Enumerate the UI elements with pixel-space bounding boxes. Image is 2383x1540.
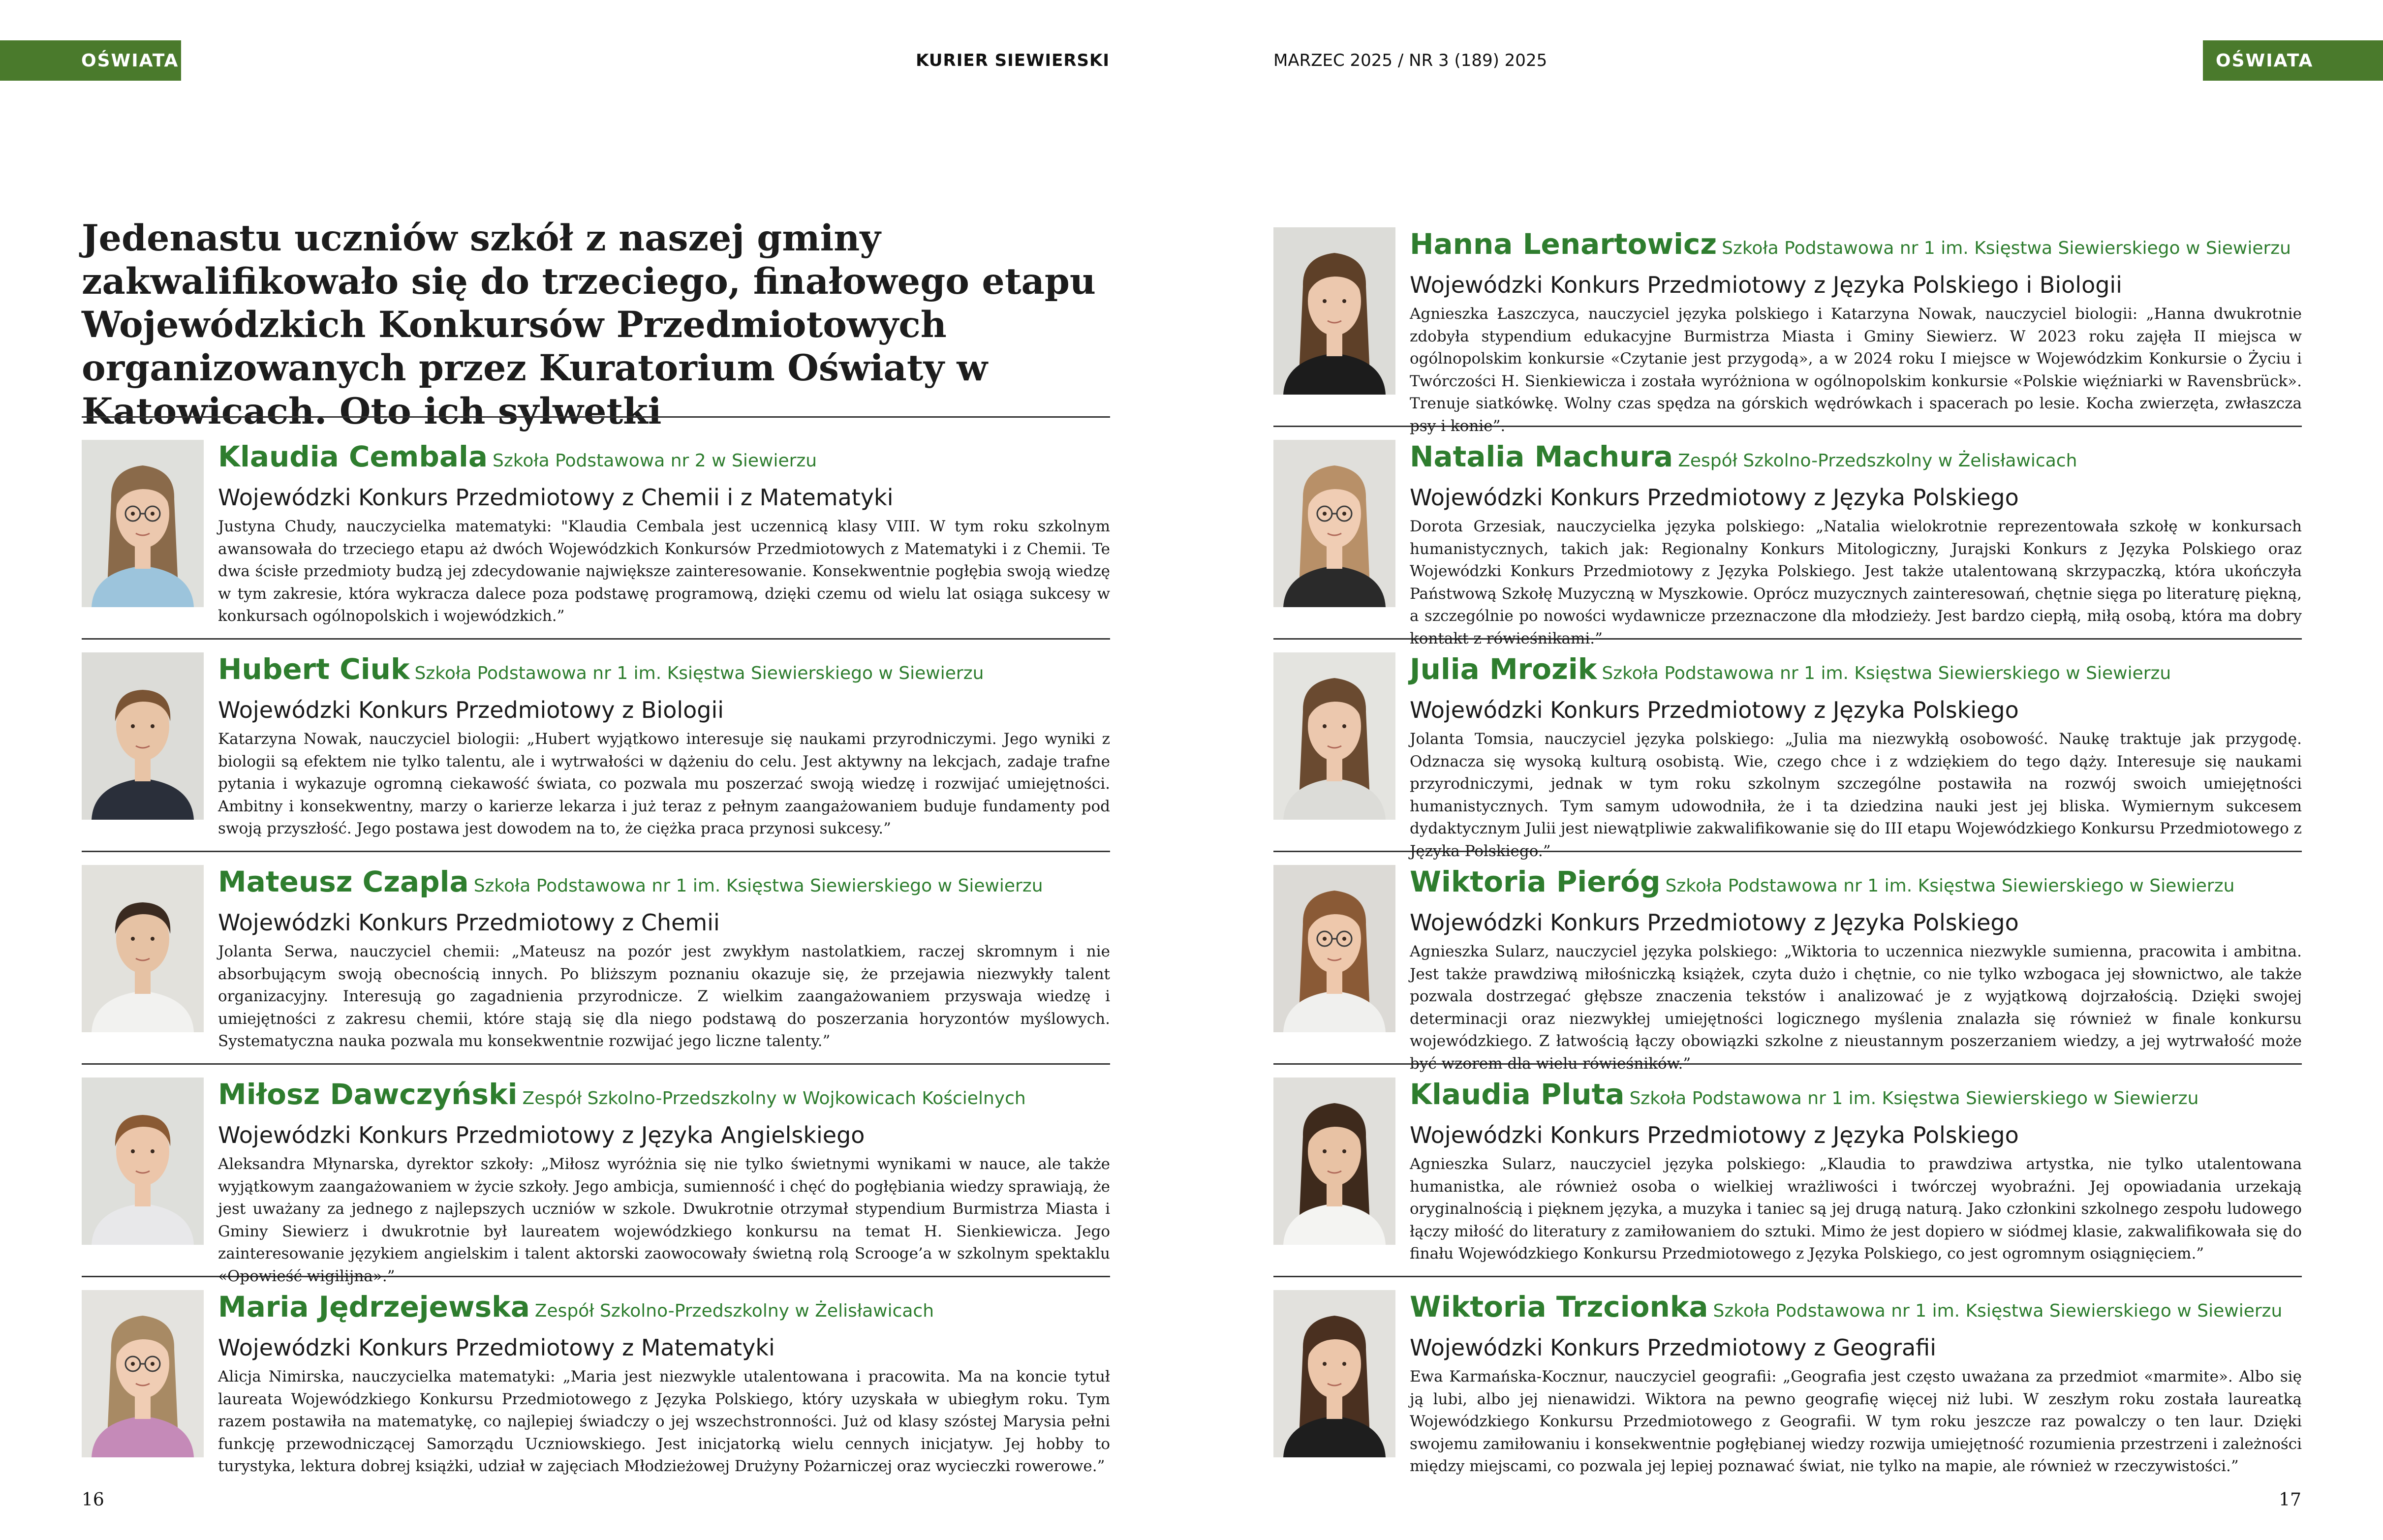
teacher-quote: Jolanta Serwa, nauczyciel chemii: „Mateusz na pozór jest zwykłym nastolatkiem, raczej skromnym i nie absorbującym swoją obecnością innych. Po bliższym poznaniu okazuje się, że przejawia niezwykły talent organizacyjny. Interesują go zagadnienia przyrodnicze. Z wielkim zaangażowaniem przyswaja wiedzę i umiejętności z zakresu chemii, które stają się dla niego podstawą do poszerzania horyzontów myślowych. Systematyczna nauka pozwala mu konsekwentnie rozwijać jego liczne talenty.” bbox=[218, 943, 1110, 1050]
profile-text bbox=[1410, 1076, 2302, 1265]
school-name: Zespół Szkolno-Przedszkolny w Żelisławicach bbox=[1678, 451, 2077, 471]
contest-title: Wojewódzki Konkurs Przedmiotowy z Języka Polskiego bbox=[1410, 484, 2019, 511]
teacher-quote: Aleksandra Młynarska, dyrektor szkoły: „Miłosz wyróżnia się nie tylko świetnymi wynikami w nauce, ale także wyjątkowym zaangażowaniem w życie szkoły. Jego ambicja, sumienność i chęć do pogłębiania wiedzy sprawiają, że jest uważany za jednego z najlepszych uczniów w szkole. Dwukrotnie otrzymał stypendium Burmistrza Miasta i Gminy Siewierz i dwukrotnie był laureatem wojewódzkiego konkursu na temat H. Sienkiewicza. Jego zainteresowanie językiem angielskim i talent aktorski zaowocowały świetną rolą Scrooge’a w szkolnym spektaklu «Opowieść wigilijna».” bbox=[218, 1155, 1110, 1285]
name-line bbox=[218, 650, 1110, 696]
portrait-illustration bbox=[1273, 440, 1395, 607]
name-line bbox=[1410, 225, 2302, 271]
portrait-illustration bbox=[1273, 865, 1395, 1032]
student-name: Natalia Machura bbox=[1410, 440, 1673, 473]
student-name: Mateusz Czapla bbox=[218, 865, 469, 898]
section-tag: OŚWIATA bbox=[0, 40, 181, 81]
student-profile bbox=[82, 427, 1110, 640]
teacher-quote: Ewa Karmańska-Kocznur, nauczyciel geografii: „Geografia jest często uważana za przedmiot «marmite». Albo się ją lubi, albo jej nienawidzi. Wiktora na pewno geografię więcej niż lubi. W zeszłym roku została laureatką Wojewódzkiego Konkursu Przedmiotowego z Geografii. W tym roku jeszcze raz powalczy o ten laur. Dzięki swojemu zamiłowaniu i konsekwentnie pogłębianej wiedzy rozwija umiejętność rozumienia przestrzeni i zależności między miejscami, co pozwala jej lepiej poznawać świat, nie tylko na mapie, ale również w rzeczywistości.” bbox=[1410, 1368, 2302, 1475]
student-profile bbox=[1273, 427, 2302, 647]
teacher-quote: Agnieszka Sularz, nauczyciel języka polskiego: „Wiktoria to uczennica niezwykle sumienna, pracowita i ambitna. Jest także prawdziwą miłośniczką książek, czyta dużo i chętnie, co nie tylko wzbogaca jej słownictwo, ale także pozwala dostrzegać głębsze znaczenia tekstów i analizować je z wyjątkową dojrzałością. Dzięki swojej determinacji oraz niezwykłej umiejętności logicznego myślenia znalazła się również w finale konkursu wojewódzkiego. Z łatwością łączy obowiązki szkolne z nieustannym poszerzaniem wiedzy, a jej wytrwałość może być wzorem dla wielu rówieśników.” bbox=[1410, 943, 2302, 1073]
student-profile bbox=[82, 1277, 1110, 1490]
school-name: Szkoła Podstawowa nr 1 im. Księstwa Siewierskiego w Siewierzu bbox=[1629, 1088, 2199, 1109]
portrait-illustration bbox=[1273, 652, 1395, 820]
student-name: Miłosz Dawczyński bbox=[218, 1078, 518, 1111]
student-name: Wiktoria Trzcionka bbox=[1410, 1290, 1708, 1324]
portrait-illustration bbox=[82, 1078, 204, 1245]
school-name: Szkoła Podstawowa nr 2 w Siewierzu bbox=[493, 451, 817, 471]
student-photo bbox=[82, 865, 204, 1032]
profile-text bbox=[1410, 438, 2302, 650]
portrait-illustration bbox=[82, 440, 204, 607]
student-name: Julia Mrozik bbox=[1410, 652, 1597, 686]
name-line bbox=[1410, 438, 2302, 483]
student-photo bbox=[82, 1078, 204, 1245]
school-name: Szkoła Podstawowa nr 1 im. Księstwa Siewierskiego w Siewierzu bbox=[1722, 238, 2291, 258]
right-page bbox=[1192, 0, 2383, 1540]
left-page bbox=[0, 0, 1191, 1540]
profile-text bbox=[1410, 225, 2302, 437]
portrait-illustration bbox=[82, 652, 204, 820]
school-name: Szkoła Podstawowa nr 1 im. Księstwa Siewierskiego w Siewierzu bbox=[473, 876, 1043, 896]
profile-text bbox=[218, 1288, 1110, 1478]
student-list bbox=[1273, 215, 2302, 1490]
publication-title: KURIER SIEWIERSKI bbox=[916, 51, 1110, 70]
student-profile bbox=[1273, 852, 2302, 1073]
contest-title: Wojewódzki Konkurs Przedmiotowy z Języka Polskiego bbox=[1410, 1122, 2019, 1148]
contest-title: Wojewódzki Konkurs Przedmiotowy z Języka Polskiego i Biologii bbox=[1410, 272, 2122, 298]
profile-text bbox=[1410, 1288, 2302, 1478]
student-photo bbox=[82, 652, 204, 820]
student-profile bbox=[1273, 1277, 2302, 1490]
name-line bbox=[218, 438, 1110, 483]
student-name: Wiktoria Pieróg bbox=[1410, 865, 1661, 898]
student-photo bbox=[1273, 865, 1395, 1032]
teacher-quote: Alicja Nimirska, nauczycielka matematyki: „Maria jest niezwykle utalentowana i pracowita. Ma na koncie tytuł laureata Wojewódzkiego Konkursu Przedmiotowego z Języka Polskiego, który uzyskała w ubiegłym roku. Tym razem postawiła na matematykę, co najlepiej świadczy o jej wszechstronności. Już od klasy szóstej Marysia pełni funkcję przewodniczącej Samorządu Uczniowskiego. Jest inicjatorką wielu cennych inicjatyw. Jej hobby to turystyka, lektura dobrej książki, udział w zajęciach Młodzieżowej Drużyny Pożarniczej oraz wycieczki rowerowe.” bbox=[218, 1368, 1110, 1475]
contest-title: Wojewódzki Konkurs Przedmiotowy z Języka Polskiego bbox=[1410, 697, 2019, 723]
profile-text bbox=[218, 438, 1110, 628]
page-number: 16 bbox=[82, 1490, 104, 1510]
student-profile bbox=[82, 640, 1110, 852]
student-photo bbox=[1273, 1290, 1395, 1457]
student-profile bbox=[1273, 640, 2302, 860]
name-line bbox=[1410, 1288, 2302, 1333]
portrait-illustration bbox=[82, 865, 204, 1032]
headline-divider bbox=[82, 416, 1110, 418]
student-name: Klaudia Pluta bbox=[1410, 1078, 1625, 1111]
student-photo bbox=[1273, 227, 1395, 395]
student-photo bbox=[82, 1290, 204, 1457]
student-profile bbox=[82, 1065, 1110, 1285]
name-line bbox=[1410, 650, 2302, 696]
school-name: Zespół Szkolno-Przedszkolny w Wojkowicach Kościelnych bbox=[522, 1088, 1026, 1109]
student-name: Klaudia Cembala bbox=[218, 440, 488, 473]
school-name: Szkoła Podstawowa nr 1 im. Księstwa Siewierskiego w Siewierzu bbox=[1713, 1301, 2283, 1321]
section-tag: OŚWIATA bbox=[2203, 40, 2383, 81]
contest-title: Wojewódzki Konkurs Przedmiotowy z Języka Angielskiego bbox=[218, 1122, 865, 1148]
profile-text bbox=[218, 1076, 1110, 1288]
contest-title: Wojewódzki Konkurs Przedmiotowy z Języka Polskiego bbox=[1410, 909, 2019, 936]
teacher-quote: Agnieszka Łaszczyca, nauczyciel języka polskiego i Katarzyna Nowak, nauczyciel biologii: „Hanna dwukrotnie zdobyła stypendium edukacyjne Burmistrza Miasta i Gminy Siewierz. W 2023 roku zajęła II miejsca w ogólnopolskim konkursie «Czytanie jest przygodą», a w 2024 roku I miejsce w Wojewódzkim Konkursie o Życiu i Twórczości H. Sienkiewicza i została wyróżniona w ogólnopolskim konkursie «Polskie więźniarki w Ravensbrück». Trenuje siatkówkę. Wolny czas spędza na górskich wędrówkach i spacerach po lesie. Kocha zwierzęta, zwłaszcza psy i konie”. bbox=[1410, 305, 2302, 435]
portrait-illustration bbox=[1273, 1078, 1395, 1245]
student-photo bbox=[1273, 652, 1395, 820]
portrait-illustration bbox=[1273, 227, 1395, 395]
student-name: Hanna Lenartowicz bbox=[1410, 227, 1717, 261]
student-name: Hubert Ciuk bbox=[218, 652, 410, 686]
contest-title: Wojewódzki Konkurs Przedmiotowy z Matematyki bbox=[218, 1334, 775, 1361]
teacher-quote: Katarzyna Nowak, nauczyciel biologii: „Hubert wyjątkowo interesuje się naukami przyrodniczymi. Jego wyniki z biologii są efektem nie tylko talentu, ale i wytrwałości w dążeniu do celu. Jest aktywny na lekcjach, zadaje trafne pytania i wykazuje ogromną ciekawość świata, co pozwala mu poszerzać swoją wiedzę i rozwijać umiejętności. Ambitny i konsekwentny, marzy o karierze lekarza i już teraz z pełnym zaangażowaniem buduje fundamenty pod swoją przyszłość. Jego postawa jest dowodem na to, że ciężka praca przynosi sukcesy.” bbox=[218, 730, 1110, 837]
contest-title: Wojewódzki Konkurs Przedmiotowy z Biologii bbox=[218, 697, 724, 723]
student-photo bbox=[1273, 1078, 1395, 1245]
name-line bbox=[1410, 1076, 2302, 1121]
issue-info: MARZEC 2025 / NR 3 (189) 2025 bbox=[1273, 51, 1547, 70]
student-profile bbox=[82, 852, 1110, 1065]
teacher-quote: Justyna Chudy, nauczycielka matematyki: "Klaudia Cembala jest uczennicą klasy VIII. W tym roku szkolnym awansowała do trzeciego etapu aż dwóch Wojewódzkich Konkursów Przedmiotowych z Matematyki i z Chemii. Te dwa ścisłe przedmioty budzą jej zdecydowanie największe zainteresowanie. Konsekwentnie pogłębia swoją wiedzę w tym zakresie, która wykracza dalece poza podstawę programową, dzięki czemu od wielu lat osiąga sukcesy w konkursach ogólnopolskich i wojewódzkich.” bbox=[218, 518, 1110, 625]
contest-title: Wojewódzki Konkurs Przedmiotowy z Geografii bbox=[1410, 1334, 1936, 1361]
headline: Jedenastu uczniów szkół z naszej gminy zakwalifikowało się do trzeciego, finałowego etapu Wojewódzkich Konkursów Przedmiotowych organizowanych przez Kuratorium Oświaty w Katowicach. Oto ich sylwetki bbox=[82, 217, 1096, 432]
student-profile bbox=[1273, 1065, 2302, 1277]
student-photo bbox=[1273, 440, 1395, 607]
school-name: Szkoła Podstawowa nr 1 im. Księstwa Siewierskiego w Siewierzu bbox=[414, 663, 984, 683]
school-name: Szkoła Podstawowa nr 1 im. Księstwa Siewierskiego w Siewierzu bbox=[1665, 876, 2235, 896]
student-list bbox=[82, 427, 1110, 1490]
name-line bbox=[218, 863, 1110, 908]
student-name: Maria Jędrzejewska bbox=[218, 1290, 530, 1324]
teacher-quote: Dorota Grzesiak, nauczycielka języka polskiego: „Natalia wielokrotnie reprezentowała szkołę w konkursach humanistycznych, takich jak: Regionalny Konkurs Mitologiczny, Jurajski Konkurs z Języka Polskiego oraz Wojewódzki Konkurs Przedmiotowy z Języka Polskiego. Jest także utalentowaną skrzypaczką, która ukończyła Państwową Szkołę Muzyczną w Myszkowie. Oprócz muzycznych zainteresowań, chętnie sięga po literaturę piękną, a szczególnie po nowości wydawnicze przeznaczone dla młodzieży. Jest bardzo ciepłą, miłą osobą, która ma dobry kontakt z rówieśnikami.” bbox=[1410, 518, 2302, 647]
profile-text bbox=[218, 863, 1110, 1053]
contest-title: Wojewódzki Konkurs Przedmiotowy z Chemii i z Matematyki bbox=[218, 484, 894, 511]
page-number: 17 bbox=[2279, 1490, 2301, 1510]
portrait-illustration bbox=[82, 1290, 204, 1457]
school-name: Szkoła Podstawowa nr 1 im. Księstwa Siewierskiego w Siewierzu bbox=[1602, 663, 2171, 683]
profile-text bbox=[1410, 650, 2302, 862]
student-photo bbox=[82, 440, 204, 607]
name-line bbox=[218, 1076, 1110, 1121]
name-line bbox=[218, 1288, 1110, 1333]
teacher-quote: Jolanta Tomsia, nauczyciel języka polskiego: „Julia ma niezwykłą osobowość. Naukę traktuje jak przygodę. Odznacza się wysoką kulturą osobistą. Wie, czego chce i z wdziękiem do tego dąży. Interesuje się naukami przyrodniczymi, jednak w tym roku szkolnym szczególne postawiła na rozwój swoich umiejętności humanistycznych. Tym samym udowodniła, że i ta dziedzina nauki jest jej bliska. Wymiernym sukcesem dydaktycznym Julii jest niewątpliwie zakwalifikowanie się do III etapu Wojewódzkiego Konkursu Przedmiotowego z Języka Polskiego.” bbox=[1410, 730, 2302, 860]
profile-text bbox=[218, 650, 1110, 840]
contest-title: Wojewódzki Konkurs Przedmiotowy z Chemii bbox=[218, 909, 720, 936]
name-line bbox=[1410, 863, 2302, 908]
school-name: Zespół Szkolno-Przedszkolny w Żelisławicach bbox=[534, 1301, 934, 1321]
portrait-illustration bbox=[1273, 1290, 1395, 1457]
teacher-quote: Agnieszka Sularz, nauczyciel języka polskiego: „Klaudia to prawdziwa artystka, nie tylko utalentowana humanistka, ale również osoba o wielkiej wrażliwości i twórczej wyobraźni. Jej opowiadania urzekają oryginalnością i pięknem języka, a muzyka i taniec są jej drugą naturą. Jako członkini szkolnego zespołu ludowego łączy miłość do literatury z zamiłowaniem do sztuki. Mimo że jest dopiero w siódmej klasie, zakwalifikowała się do finału Wojewódzkiego Konkursu Przedmiotowego z Języka Polskiego, co jest ogromnym osiągnięciem.” bbox=[1410, 1155, 2302, 1263]
student-profile bbox=[1273, 215, 2302, 435]
profile-text bbox=[1410, 863, 2302, 1075]
